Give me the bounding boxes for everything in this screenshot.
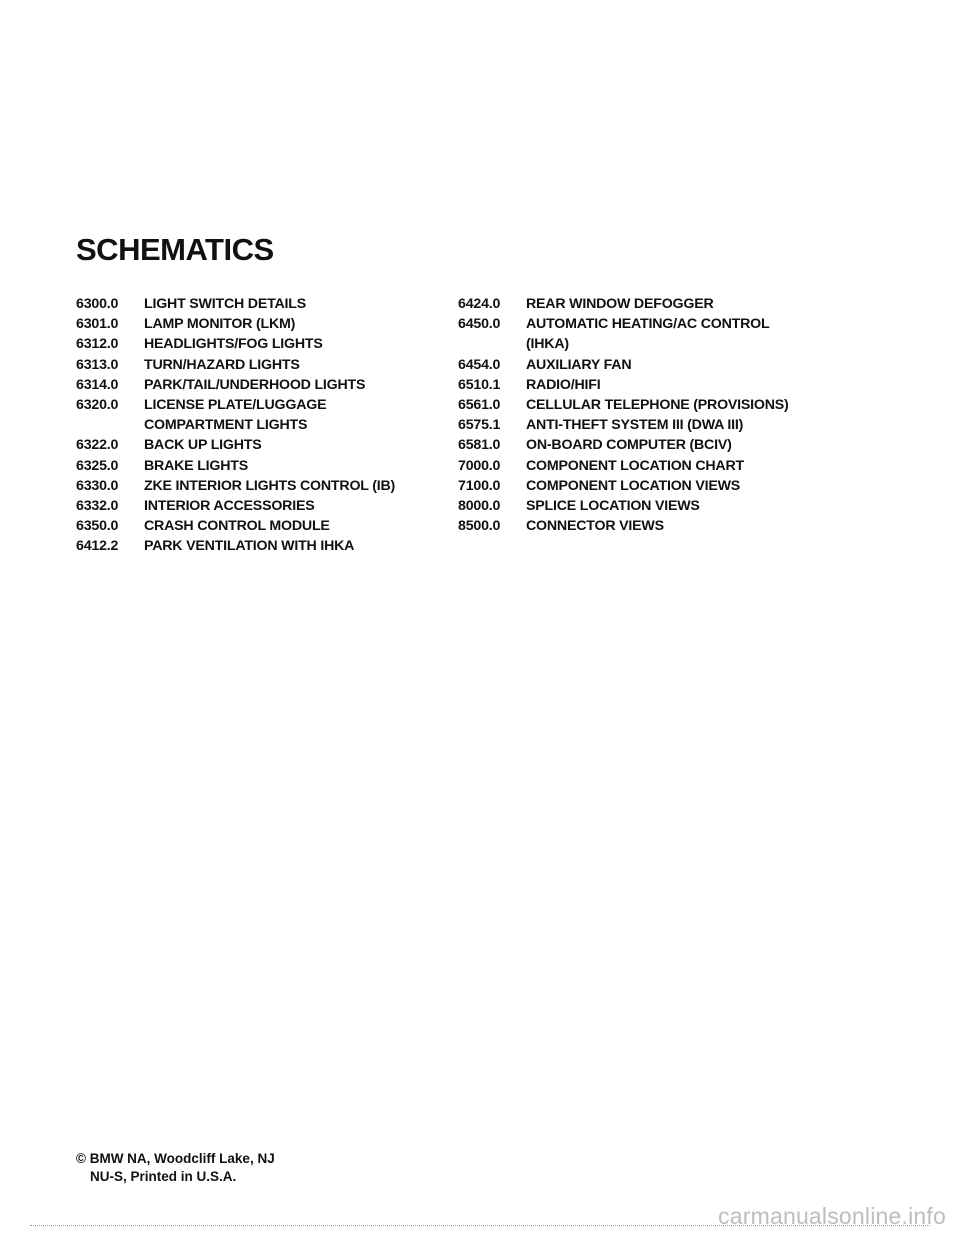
section-code: 6312.0 <box>76 336 119 353</box>
section-label: COMPONENT LOCATION CHART <box>526 457 744 474</box>
section-code: 6325.0 <box>76 457 119 474</box>
section-code: 8000.0 <box>458 498 501 515</box>
list-item <box>76 516 436 536</box>
section-code: 6561.0 <box>458 397 501 414</box>
section-code: 8500.0 <box>458 518 501 535</box>
list-item <box>458 375 878 395</box>
scan-artifact-line <box>30 1225 930 1226</box>
list-item <box>458 435 878 455</box>
list-item <box>76 435 436 455</box>
section-code: 6581.0 <box>458 437 501 454</box>
list-item <box>458 496 878 516</box>
section-code: 6510.1 <box>458 376 501 393</box>
section-code: 6332.0 <box>76 498 119 515</box>
section-label: BRAKE LIGHTS <box>144 457 249 474</box>
list-item <box>76 456 436 476</box>
section-label: AUXILIARY FAN <box>526 356 632 373</box>
section-code: 6301.0 <box>76 316 119 333</box>
section-label: REAR WINDOW DEFOGGER <box>526 296 714 312</box>
section-code: 7000.0 <box>458 457 501 474</box>
section-label: ZKE INTERIOR LIGHTS CONTROL (IB) <box>144 477 396 494</box>
section-code: 6350.0 <box>76 518 119 535</box>
list-item <box>76 476 436 496</box>
list-item <box>458 476 878 496</box>
site-watermark: carmanualsonline.info <box>718 1203 946 1229</box>
list-item <box>458 516 878 536</box>
list-item <box>76 314 436 334</box>
list-item <box>76 294 436 314</box>
section-label: BACK UP LIGHTS <box>144 437 262 454</box>
list-item <box>458 294 878 314</box>
list-item <box>76 355 436 375</box>
list-item <box>76 395 436 435</box>
section-label: LICENSE PLATE/LUGGAGE COMPARTMENT LIGHTS <box>144 397 327 434</box>
section-code: 7100.0 <box>458 477 501 494</box>
section-code: 6322.0 <box>76 437 119 454</box>
section-label: INTERIOR ACCESSORIES <box>144 498 315 515</box>
section-code: 6314.0 <box>76 376 119 393</box>
schematics-list-left <box>76 294 436 557</box>
list-item <box>458 456 878 476</box>
list-item <box>458 314 878 354</box>
list-item <box>76 536 436 556</box>
list-item <box>458 355 878 375</box>
list-item <box>458 415 878 435</box>
list-item <box>458 395 878 415</box>
section-label: PARK VENTILATION WITH IHKA <box>144 538 355 555</box>
section-code: 6320.0 <box>76 397 119 414</box>
section-code: 6412.2 <box>76 538 119 555</box>
schematics-list-right <box>458 294 878 536</box>
section-label: CELLULAR TELEPHONE (PROVISIONS) <box>526 397 789 414</box>
section-code: 6450.0 <box>458 316 501 333</box>
copyright-footer <box>76 1150 275 1186</box>
section-code: 6575.1 <box>458 417 501 434</box>
list-item <box>76 496 436 516</box>
list-item <box>76 334 436 354</box>
section-code: 6300.0 <box>76 296 119 312</box>
section-label: ANTI-THEFT SYSTEM III (DWA III) <box>526 417 744 434</box>
section-code: 6313.0 <box>76 356 119 373</box>
list-item <box>76 375 436 395</box>
section-label: HEADLIGHTS/FOG LIGHTS <box>144 336 323 353</box>
section-label: AUTOMATIC HEATING/AC CONTROL (IHKA) <box>526 316 770 353</box>
section-label: CRASH CONTROL MODULE <box>144 518 330 535</box>
section-label: ON-BOARD COMPUTER (BCIV) <box>526 437 732 454</box>
section-label: PARK/TAIL/UNDERHOOD LIGHTS <box>144 376 366 393</box>
section-code: 6330.0 <box>76 477 119 494</box>
section-code: 6454.0 <box>458 356 501 373</box>
section-code: 6424.0 <box>458 296 501 312</box>
page-title: SCHEMATICS <box>76 232 274 267</box>
section-label: RADIO/HIFI <box>526 376 601 393</box>
section-label: LAMP MONITOR (LKM) <box>144 316 296 333</box>
section-label: CONNECTOR VIEWS <box>526 518 664 535</box>
copyright-line: © BMW NA, Woodcliff Lake, NJ <box>76 1151 275 1166</box>
print-info-line: NU-S, Printed in U.S.A. <box>90 1169 237 1184</box>
section-label: LIGHT SWITCH DETAILS <box>144 296 307 312</box>
section-label: COMPONENT LOCATION VIEWS <box>526 477 741 494</box>
section-label: SPLICE LOCATION VIEWS <box>526 498 700 515</box>
section-label: TURN/HAZARD LIGHTS <box>144 356 300 373</box>
